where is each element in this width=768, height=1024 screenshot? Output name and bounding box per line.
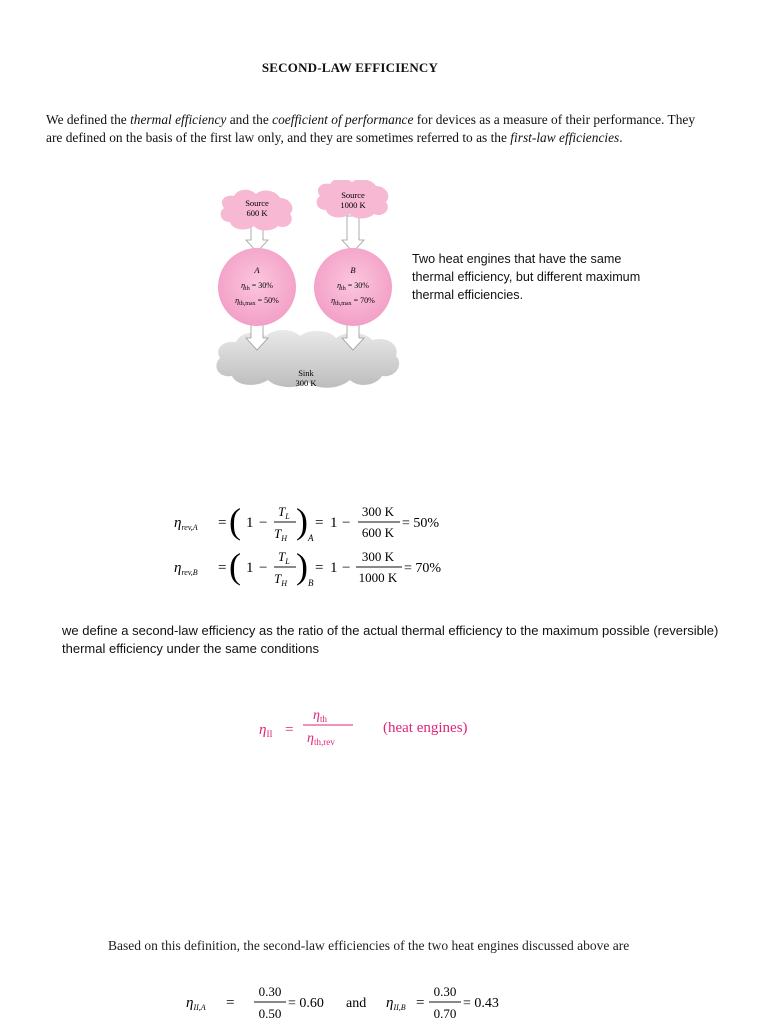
- eq-rev-b-denominator: 1000 K: [358, 570, 398, 585]
- eq-final-denominator-a: 0.50: [258, 1006, 282, 1021]
- eq-rev-a-one: 1: [246, 515, 254, 531]
- eq-ii-denominator: $\eta_{th,rev}$: [307, 731, 335, 747]
- eq-rev-b-minus: −: [259, 560, 268, 576]
- eq-final-and: and: [346, 996, 367, 1011]
- eq-final-result-b: = 0.43: [463, 996, 499, 1011]
- arrow-source-b-to-engine: [342, 216, 364, 252]
- eq-ii-note: (heat engines): [383, 720, 468, 736]
- eq-rev-b-th: $T_H$: [274, 571, 288, 588]
- eq-rev-a: [174, 501, 439, 543]
- intro-text-1: We defined the: [46, 112, 131, 127]
- eq-final-equals-b: =: [416, 995, 425, 1011]
- eq-rev-b-subscript: B: [308, 578, 314, 588]
- engine-b-efficiency: $\eta_{th} = 30\%$: [337, 281, 369, 292]
- eq-final-denominator-b: 0.70: [433, 1006, 457, 1021]
- eq-rev-b-equals-2: =: [315, 560, 324, 576]
- engine-a-name: A: [254, 265, 260, 275]
- eq-final-eta-b: $\eta_{II,B}$: [386, 995, 406, 1012]
- eq-ii-eta: $\eta_{II}$: [259, 722, 273, 739]
- engine-b-name: B: [350, 265, 356, 275]
- eq-rev-a-tl: $T_L$: [278, 504, 290, 521]
- intro-term-first-law: first-law efficiencies: [510, 130, 620, 145]
- eq-rev-b: [174, 546, 441, 588]
- source-a-label: Source: [245, 198, 269, 208]
- eq-rev-b-eta: $\eta_{rev,B}$: [174, 560, 198, 577]
- intro-text-3: for devices as a measure of their performance. They are defined on the basis of the first law only, and they are sometimes referred to as the: [46, 112, 696, 145]
- intro-term-cop: coefficient of performance: [272, 112, 414, 127]
- eq-rev-a-numerator: 300 K: [361, 504, 395, 519]
- source-b-temp: 1000 K: [340, 200, 366, 210]
- eq-rev-b-numerator: 300 K: [361, 549, 395, 564]
- intro-term-thermal-efficiency: thermal efficiency: [130, 112, 227, 127]
- eq-final-numerator-b: 0.30: [433, 984, 457, 999]
- eq-rev-a-one-2: 1: [330, 515, 338, 531]
- engine-b-max-efficiency: $\eta_{th,max} = 70\%$: [331, 296, 375, 307]
- eq-ii-numerator: $\eta_{th}$: [313, 708, 327, 724]
- intro-text-2: and the: [226, 112, 273, 127]
- diagram-caption: Two heat engines that have the same thermal efficiency, but different maximum thermal efficiencies.: [412, 252, 641, 302]
- eq-rev-a-equals-2: =: [315, 515, 324, 531]
- eq-ii-equals: =: [285, 722, 294, 738]
- page-title: SECOND-LAW EFFICIENCY: [261, 60, 439, 75]
- eq-rev-b-result: = 70%: [404, 561, 442, 576]
- eq-rev-b-one-2: 1: [330, 560, 338, 576]
- eq-rev-a-minus: −: [259, 515, 268, 531]
- second-law-results-equation: [180, 980, 510, 1024]
- eq-rev-b-one: 1: [246, 560, 254, 576]
- eq-rev-a-equals: =: [218, 515, 227, 531]
- source-b-label: Source: [341, 190, 365, 200]
- eq-rev-a-th: $T_H$: [274, 526, 288, 543]
- intro-text-4: .: [619, 130, 623, 145]
- eq-rev-a-paren-right: ): [296, 501, 308, 541]
- eq-final-numerator-a: 0.30: [258, 984, 282, 999]
- eq-final-eta-a: $\eta_{II,A}$: [186, 995, 206, 1012]
- sink-temp: 300 K: [295, 378, 317, 388]
- second-law-results-paragraph: Based on this definition, the second-law efficiencies of the two heat engines discussed above are: [108, 938, 630, 953]
- eq-final-result-a: = 0.60: [288, 996, 324, 1011]
- eq-rev-a-paren-left: (: [229, 501, 241, 541]
- eq-rev-a-subscript: A: [308, 533, 314, 543]
- sink-label: Sink: [298, 368, 314, 378]
- reversible-efficiency-equations: [168, 492, 488, 592]
- eq-rev-b-equals: =: [218, 560, 227, 576]
- eq-rev-b-paren-left: (: [229, 546, 241, 586]
- intro-paragraph: [46, 111, 706, 147]
- second-law-efficiency-equation: [255, 702, 495, 756]
- engine-a-efficiency: $\eta_{th} = 30\%$: [241, 281, 273, 292]
- eq-rev-a-result: = 50%: [402, 516, 440, 531]
- eq-rev-b-minus-2: −: [342, 560, 351, 576]
- eq-final-equals-a: =: [226, 995, 235, 1011]
- eq-rev-a-denominator: 600 K: [361, 525, 395, 540]
- eq-rev-a-eta: $\eta_{rev,A}$: [174, 515, 198, 532]
- eq-rev-b-paren-right: ): [296, 546, 308, 586]
- eq-rev-a-minus-2: −: [342, 515, 351, 531]
- source-a-temp: 600 K: [246, 208, 268, 218]
- second-law-definition-paragraph: we define a second-law efficiency as the ratio of the actual thermal efficiency to the maximum possible (reversible) thermal efficiency under the same conditions: [62, 623, 719, 656]
- heat-engine-diagram: [210, 180, 410, 400]
- eq-rev-b-tl: $T_L$: [278, 549, 290, 566]
- engine-a-max-efficiency: $\eta_{th,max} = 50\%$: [235, 296, 279, 307]
